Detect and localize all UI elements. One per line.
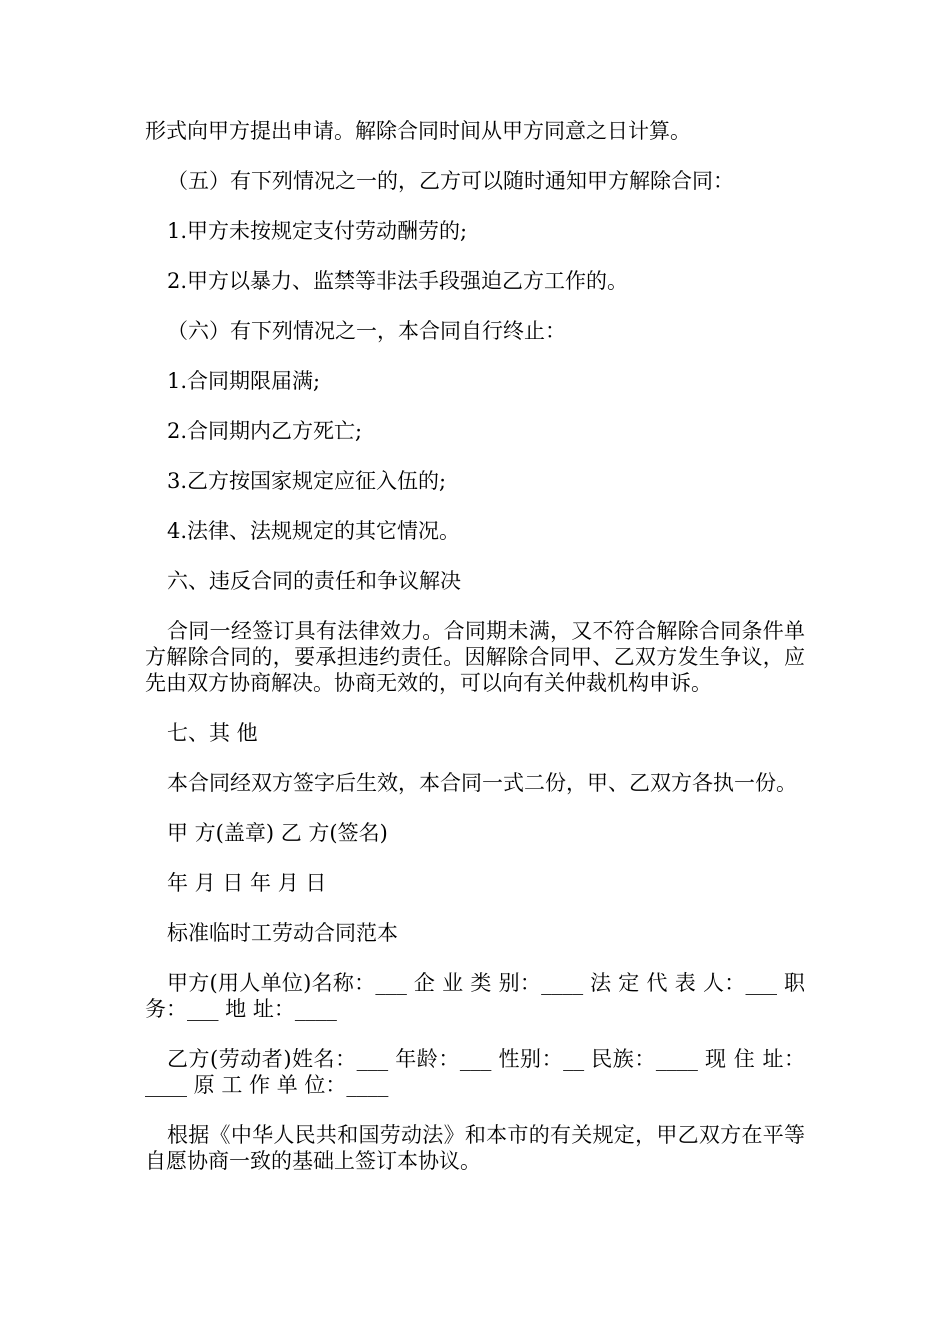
clause-five-item-2: 2.甲方以暴力、监禁等非法手段强迫乙方工作的。 bbox=[167, 269, 629, 293]
paragraph-continuation: 形式向甲方提出申请。解除合同时间从甲方同意之日计算。 bbox=[145, 119, 691, 143]
date-line: 年 月 日 年 月 日 bbox=[167, 871, 327, 895]
party-b-info: 乙方(劳动者)姓名：___ 年龄：___ 性别：__ 民族：____ 现 住 址：____ 原 工 作 单 位：____ bbox=[145, 1047, 805, 1097]
section-seven-title: 七、其 他 bbox=[167, 721, 258, 745]
section-six-title: 六、违反合同的责任和争议解决 bbox=[167, 569, 461, 593]
signature-line: 甲 方(盖章) 乙 方(签名) bbox=[167, 821, 388, 845]
clause-five-heading: （五）有下列情况之一的，乙方可以随时通知甲方解除合同： bbox=[167, 169, 734, 193]
clause-six-item-2: 2.合同期内乙方死亡; bbox=[167, 419, 363, 443]
party-a-info: 甲方(用人单位)名称：___ 企 业 类 别：____ 法 定 代 表 人：___ 职 务：___ 地 址：____ bbox=[145, 971, 805, 1021]
agreement-basis: 根据《中华人民共和国劳动法》和本市的有关规定，甲乙双方在平等自愿协商一致的基础上签订本协议。 bbox=[145, 1123, 805, 1173]
clause-six-item-1: 1.合同期限届满; bbox=[167, 369, 321, 393]
clause-six-item-3: 3.乙方按国家规定应征入伍的; bbox=[167, 469, 447, 493]
section-seven-body: 本合同经双方签字后生效，本合同一式二份，甲、乙双方各执一份。 bbox=[167, 771, 797, 795]
document-body bbox=[145, 118, 805, 1174]
section-six-body: 合同一经签订具有法律效力。合同期未满，又不符合解除合同条件单方解除合同的，要承担违约责任。因解除合同甲、乙双方发生争议，应先由双方协商解决。协商无效的，可以向有关仲裁机构申诉。 bbox=[145, 619, 805, 695]
clause-six-item-4: 4.法律、法规规定的其它情况。 bbox=[167, 519, 461, 543]
clause-six-heading: （六）有下列情况之一，本合同自行终止： bbox=[167, 319, 566, 343]
clause-five-item-1: 1.甲方未按规定支付劳动酬劳的; bbox=[167, 219, 468, 243]
document-subtitle: 标准临时工劳动合同范本 bbox=[167, 921, 398, 945]
